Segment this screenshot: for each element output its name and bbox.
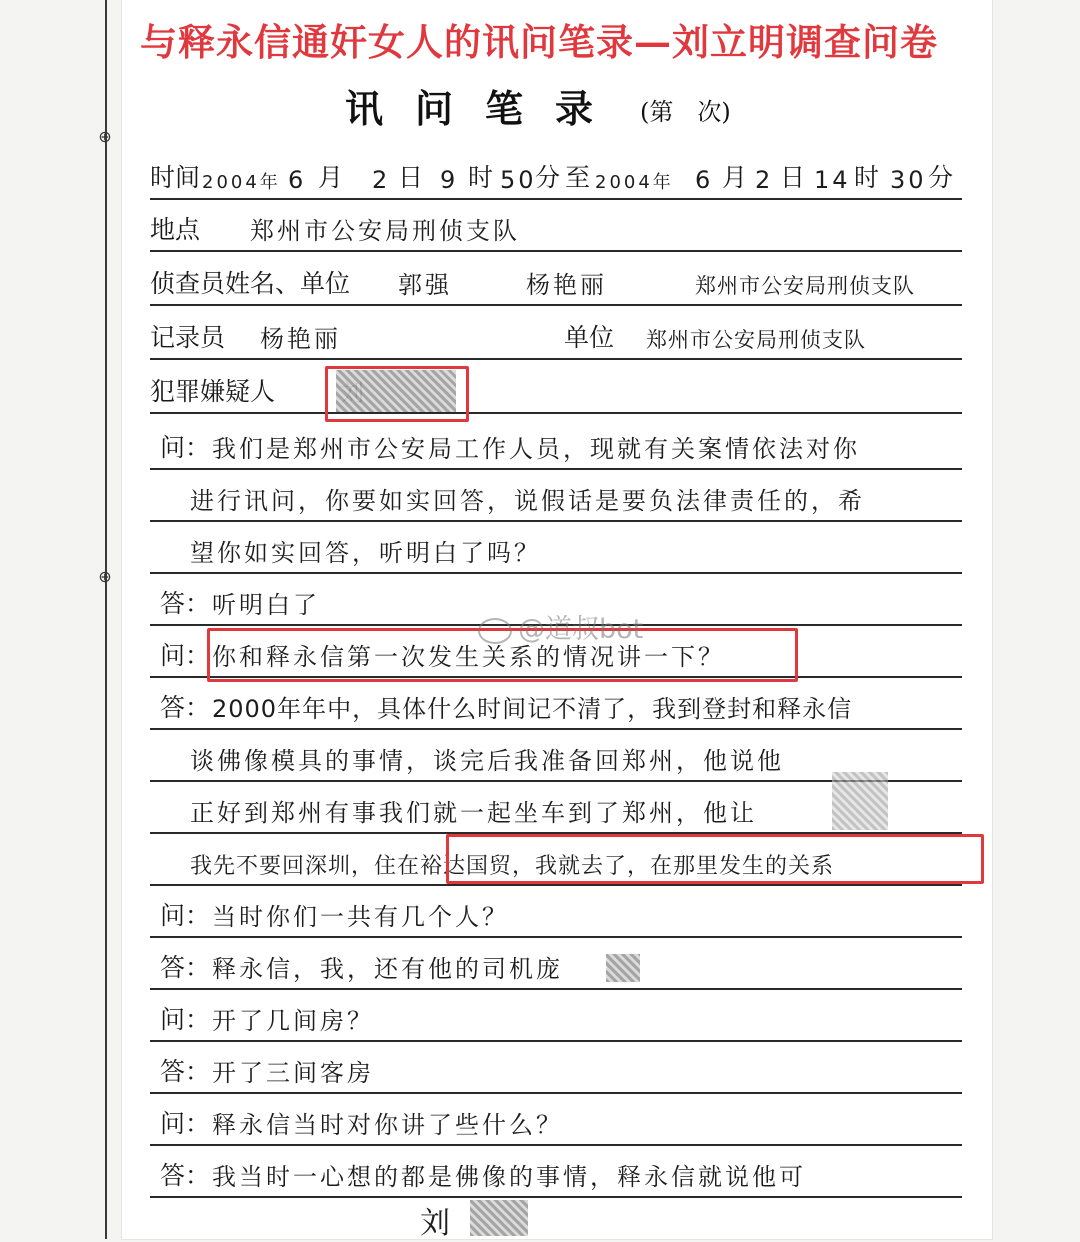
weibo-icon <box>478 618 512 644</box>
location-value: 郑州市公安局刑侦支队 <box>250 217 520 245</box>
end-month: 6 <box>695 166 714 194</box>
qa-line <box>150 1052 962 1094</box>
qa-text: 我当时一心想的都是佛像的事情，释永信就说他可 <box>212 1163 806 1191</box>
unit-minute: 分 <box>928 163 954 192</box>
unit-month: 月 <box>722 163 748 192</box>
end-day: 2 <box>755 166 774 194</box>
unit-month: 月 <box>318 163 344 192</box>
qa-prefix: 答： <box>160 693 211 722</box>
investigator-row <box>150 264 962 306</box>
recorder-name: 杨艳丽 <box>260 325 341 353</box>
start-minute: 50 <box>500 166 537 194</box>
qa-text: 开了几间房？ <box>212 1007 374 1035</box>
qa-text: 开了三间客房 <box>212 1059 374 1087</box>
qa-prefix: 答： <box>160 953 211 982</box>
binding-hole-icon: ⊕ <box>98 127 112 146</box>
watermark <box>478 607 643 646</box>
end-year: 2004年 <box>595 172 674 193</box>
qa-line <box>150 480 962 522</box>
qa-text: 我们是郑州市公安局工作人员，现就有关案情依法对你 <box>212 435 860 463</box>
qa-prefix: 问： <box>160 1005 211 1034</box>
qa-text: 2000年年中，具体什么时间记不清了，我到登封和释永信 <box>212 695 853 723</box>
unit-day: 日 <box>780 163 806 192</box>
qa-line <box>150 896 962 938</box>
qa-prefix: 问： <box>160 641 211 670</box>
header-title: 与释永信通奸女人的讯问笔录—刘立明调查问卷 <box>140 20 938 64</box>
qa-prefix: 问： <box>160 901 211 930</box>
unit-hour: 时 <box>468 163 494 192</box>
redaction-blur <box>470 1200 528 1236</box>
suspect-label: 犯罪嫌疑人 <box>150 377 276 406</box>
watermark-text: @道叔bot <box>518 614 644 645</box>
redaction-blur <box>832 772 888 830</box>
qa-text: 释永信，我，还有他的司机庞 <box>212 955 563 983</box>
qa-line <box>150 688 962 730</box>
qa-line <box>150 948 962 990</box>
time-label: 时间 <box>150 163 201 192</box>
qa-text: 谈佛像模具的事情，谈完后我准备回郑州，他说他 <box>190 747 784 775</box>
qa-line <box>150 1104 962 1146</box>
qa-text: 我先不要回深圳，住在裕达国贸，我就去了，在那里发生的关系 <box>190 854 835 879</box>
qa-text: 进行讯问，你要如实回答，说假话是要负法律责任的，希 <box>190 487 865 515</box>
recorder-row <box>150 318 962 360</box>
unit-minute: 分 <box>535 163 561 192</box>
qa-text: 正好到郑州有事我们就一起坐车到了郑州，他让 <box>190 799 757 827</box>
time-row <box>150 158 962 200</box>
qa-prefix: 答： <box>160 589 211 618</box>
recorder-unit-label: 单位 <box>564 323 615 352</box>
location-row <box>150 210 962 252</box>
location-label: 地点 <box>150 215 201 244</box>
document-subtitle: (第 次) <box>640 98 731 126</box>
document-title: 讯问笔录 <box>345 86 626 131</box>
binding-margin-line <box>105 0 107 1239</box>
start-month: 6 <box>288 166 307 194</box>
redaction-blur <box>336 370 456 412</box>
end-hour: 14 <box>814 166 851 194</box>
recorder-unit: 郑州市公安局刑侦支队 <box>646 328 866 352</box>
qa-line <box>150 1156 962 1198</box>
highlight-box-answer <box>446 834 984 884</box>
binding-hole-icon: ⊕ <box>98 567 112 586</box>
investigator-name-2: 杨艳丽 <box>526 271 607 299</box>
to-label: 至 <box>565 163 591 192</box>
signature: 刘 <box>420 1206 453 1241</box>
redaction-blur <box>606 954 640 982</box>
qa-text: 当时你们一共有几个人？ <box>212 903 509 931</box>
recorder-label: 记录员 <box>150 323 226 352</box>
qa-text: 你和释永信第一次发生关系的情况讲一下？ <box>212 643 725 671</box>
qa-line <box>150 532 962 574</box>
qa-line <box>150 1000 962 1042</box>
investigator-name-1: 郭强 <box>398 271 452 299</box>
suspect-row <box>150 372 962 414</box>
start-year: 2004年 <box>202 172 281 193</box>
end-minute: 30 <box>890 166 927 194</box>
qa-prefix: 答： <box>160 1161 211 1190</box>
qa-prefix: 答： <box>160 1057 211 1086</box>
unit-hour: 时 <box>854 163 880 192</box>
qa-text: 听明白了 <box>212 591 320 619</box>
start-day: 2 <box>372 166 391 194</box>
investigator-unit: 郑州市公安局刑侦支队 <box>695 274 915 298</box>
unit-day: 日 <box>398 163 424 192</box>
qa-prefix: 问： <box>160 1109 211 1138</box>
qa-text: 释永信当时对你讲了些什么？ <box>212 1111 563 1139</box>
investigator-label: 侦查员姓名、单位 <box>150 269 351 298</box>
qa-line <box>150 428 962 470</box>
qa-text: 望你如实回答，听明白了吗？ <box>190 539 541 567</box>
start-hour: 9 <box>440 166 459 194</box>
qa-prefix: 问： <box>160 433 211 462</box>
